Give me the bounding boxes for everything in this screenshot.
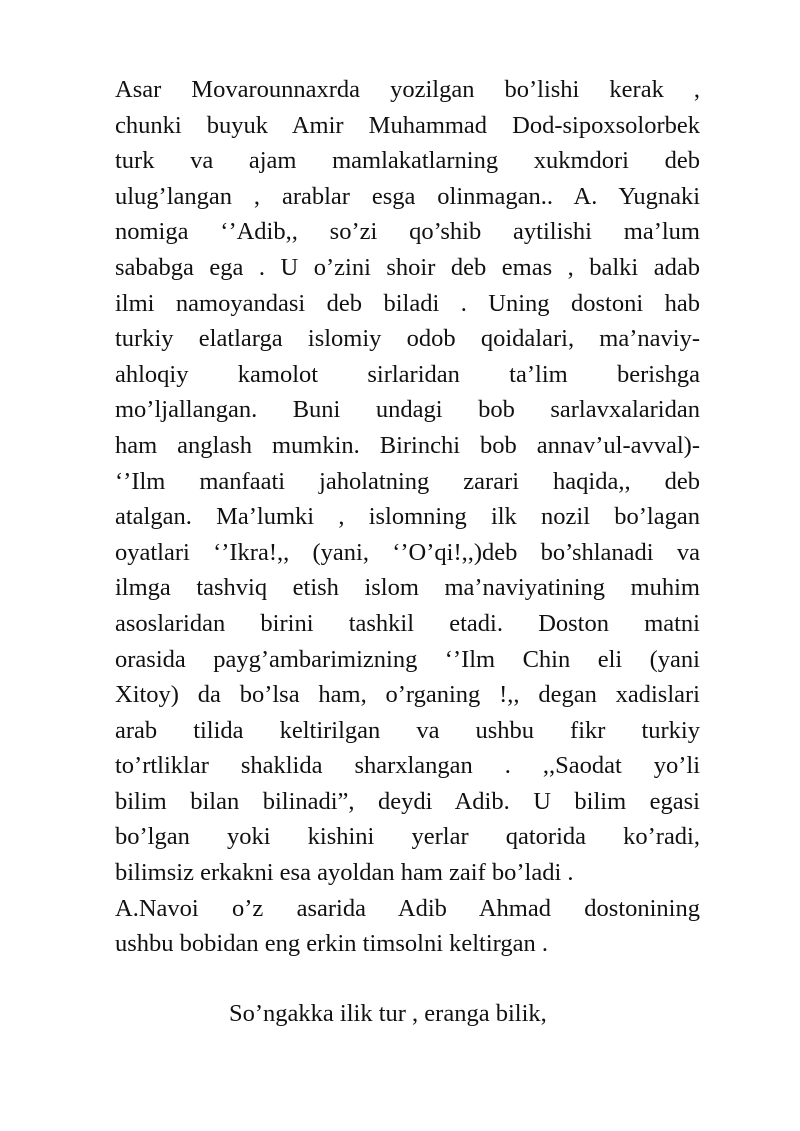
paragraph-line: to’rtliklar shaklida sharxlangan . ,,Saodat yo’li <box>115 752 700 780</box>
paragraph-line: sababga ega . U o’zini shoir deb emas , balki adab <box>115 253 700 281</box>
paragraph-line: nomiga ‘’Adib,, so’zi qo’shib aytilishi ma’lum <box>115 218 700 246</box>
paragraph-line: ulug’langan , arablar esga olinmagan.. A. Yugnaki <box>115 182 700 210</box>
paragraph-line: oyatlari ‘’Ikra!,, (yani, ‘’O’qi!,,)deb bo’shlanadi va <box>115 538 700 566</box>
paragraph-line: ham anglash mumkin. Birinchi bob annav’ul-avval)- <box>115 431 700 459</box>
paragraph-line: mo’ljallangan. Buni undagi bob sarlavxalaridan <box>115 396 700 424</box>
paragraph-line: bo’lgan yoki kishini yerlar qatorida ko’radi, <box>115 823 700 851</box>
paragraph-line: chunki buyuk Amir Muhammad Dod-sipoxsolorbek <box>115 111 700 139</box>
paragraph-line: ilmga tashviq etish islom ma’naviyatining muhim <box>115 574 700 602</box>
paragraph-line: turk va ajam mamlakatlarning xukmdori deb <box>115 147 700 175</box>
paragraph-line: arab tilida keltirilgan va ushbu fikr turkiy <box>115 716 700 744</box>
paragraph-line: bilimsiz erkakni esa ayoldan ham zaif bo’ladi . <box>115 859 574 887</box>
paragraph-line: ilmi namoyandasi deb biladi . Uning dostoni hab <box>115 289 700 317</box>
paragraph-line: turkiy elatlarga islomiy odob qoidalari, ma’naviy- <box>115 325 700 353</box>
paragraph-line: Xitoy) da bo’lsa ham, o’rganing !,, degan xadislari <box>115 681 700 709</box>
paragraph-line: bilim bilan bilinadi”, deydi Adib. U bilim egasi <box>115 787 700 815</box>
paragraph-line: atalgan. Ma’lumki , islomning ilk nozil bo’lagan <box>115 503 700 531</box>
paragraph-line: A.Navoi o’z asarida Adib Ahmad dostonining <box>115 894 700 922</box>
paragraph-line: orasida payg’ambarimizning ‘’Ilm Chin eli (yani <box>115 645 700 673</box>
body-paragraph <box>115 72 700 962</box>
paragraph-line: ushbu bobidan eng erkin timsolni keltirgan . <box>115 930 549 958</box>
paragraph-line: ahloqiy kamolot sirlaridan ta’lim berishga <box>115 360 700 388</box>
verse-line: So’ngakka ilik tur , eranga bilik, <box>229 1000 547 1027</box>
paragraph-line: asoslaridan birini tashkil etadi. Doston matni <box>115 609 700 637</box>
paragraph-line: ‘’Ilm manfaati jaholatning zarari haqida,, deb <box>115 467 700 495</box>
paragraph-line: Asar Movarounnaxrda yozilgan bo’lishi kerak , <box>115 76 700 103</box>
